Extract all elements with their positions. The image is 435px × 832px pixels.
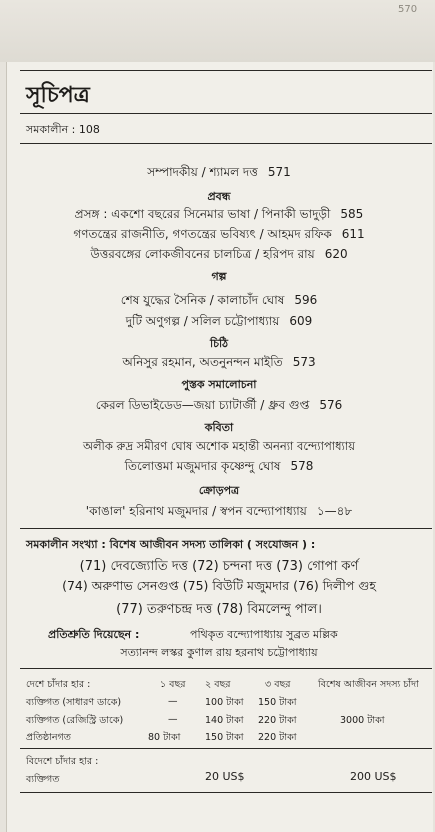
title-rule (20, 113, 432, 114)
members-heading: সমকালীন সংখ্যা : বিশেষ আজীবন সদস্য তালিকা ( সংযোজন ) : (26, 538, 316, 551)
top-rule (20, 70, 432, 71)
section-heading-kabita: কবিতা (204, 421, 234, 434)
rate-cell: 220 টাকা (258, 715, 297, 726)
divider (20, 528, 432, 529)
rate-header-col: বিশেষ আজীবন সদস্য চাঁদা (318, 679, 419, 690)
entry-text: প্রসঙ্গ : একশো বছরের সিনেমার ভাষা / পিনাকী ভাদুড়ী (74, 207, 331, 221)
divider (20, 668, 432, 669)
entry-text: উত্তরবঙ্গের লোকজীবনের চালচিত্র / হরিপদ রায় (90, 247, 315, 261)
entry-page: 611 (341, 227, 365, 241)
entry-page: ১—৪৮ (316, 504, 353, 518)
rate-row-label: প্রতিষ্ঠানগত (26, 732, 71, 743)
entry-text: অনিসুর রহমান, অতনুনন্দন মাইতি (122, 355, 283, 369)
toc-entry (6, 503, 432, 523)
entry-page: 573 (292, 355, 316, 369)
rate-cell: 100 টাকা (205, 697, 244, 708)
toc-entry (6, 206, 432, 226)
toc-entry (6, 292, 432, 312)
entry-text: দুটি অণুগল্প / সলিল চট্টোপাধ্যায় (125, 314, 280, 328)
toc-entry (6, 313, 432, 333)
bottom-rule (20, 792, 432, 793)
toc-entry (6, 458, 432, 478)
members-line: (77) তরুণচন্দ্র দত্ত (78) বিমলেন্দু পাল। (116, 602, 322, 617)
editorial-page: 571 (267, 165, 291, 179)
section-heading-review: পুস্তক সমালোচনা (181, 378, 257, 391)
rate-cell: 80 টাকা (148, 732, 181, 743)
rate-header-col: ১ বছর (160, 679, 186, 690)
rate-cell: — (168, 714, 178, 725)
rate-row-label: ব্যক্তিগত (সাধারণ ডাকে) (26, 697, 122, 708)
rate-cell: 140 টাকা (205, 715, 244, 726)
entry-page: 576 (319, 398, 343, 412)
rate-cell: 150 টাকা (258, 697, 297, 708)
entry-text: গণতন্ত্রের রাজনীতি, গণতন্ত্রের ভবিষ্যৎ / আহমদ রফিক (73, 227, 332, 241)
toc-entry (6, 354, 432, 374)
poets-line: অলীক রুদ্র সমীরণ ঘোষ অশোক মহান্তী অনন্যা বন্দ্যোপাধ্যায় (83, 439, 355, 453)
section-heading-galpa: গল্প (211, 270, 227, 283)
entry-page: 609 (289, 314, 313, 328)
editorial-entry (6, 164, 432, 184)
entry-text: শেষ যুদ্ধের সৈনিক / কালাচাঁদ ঘোষ (120, 293, 285, 307)
rate-cell: 200 US$ (350, 770, 397, 783)
entry-page: 596 (294, 293, 318, 307)
entry-text: 'কাঙাল' হরিনাথ মজুমদার / স্বপন বন্দ্যোপাধ্যায় (85, 504, 307, 518)
section-heading-prabandha: প্রবন্ধ (207, 190, 231, 203)
pledge-names: পথিকৃত বন্দ্যোপাধ্যায় সুব্রত মল্লিক (190, 628, 338, 641)
members-line: (71) দেবজ্যোতি দত্ত (72) চন্দনা দত্ত (73) গোপা কর্ণ (79, 559, 359, 574)
issue-number: সমকালীন : 108 (26, 123, 100, 136)
previous-page-strip (0, 0, 435, 62)
rate-cell: 3000 টাকা (340, 715, 385, 726)
rate-header-col: ৩ বছর (265, 679, 291, 690)
rate-cell: — (168, 696, 178, 707)
toc-entry (6, 397, 432, 417)
section-heading-chithi: চিঠি (209, 337, 229, 350)
rate-header-col: ২ বছর (205, 679, 231, 690)
rate-row-label: ব্যক্তিগত (রেজিস্ট্রি ডাকে) (26, 715, 124, 726)
issue-rule (20, 143, 432, 144)
entry-page: 620 (324, 247, 348, 261)
divider (20, 748, 432, 749)
rate-header-label: দেশে চাঁদার হার : (26, 679, 91, 690)
rate-row-label: ব্যক্তিগত (26, 774, 60, 785)
entry-text: কেরল ডিভাইডেড—জয়া চ্যাটার্জী / ধ্রুব গুপ্ত (95, 398, 310, 412)
toc-entry (6, 226, 432, 246)
entry-page: 585 (340, 207, 364, 221)
entry-page: 578 (290, 459, 314, 473)
pledge-label: প্রতিশ্রুতি দিয়েছেন : (48, 628, 140, 641)
poets-line: তিলোত্তমা মজুমদার কৃষ্ণেন্দু ঘোষ (124, 459, 281, 473)
editorial-text: সম্পাদকীয় / শ্যামল দত্ত (147, 165, 258, 179)
pledge-names: সত্যানন্দ লস্কর কুণাল রায় হরনাথ চট্টোপাধ্যায় (120, 646, 318, 659)
foreign-rate-label: বিদেশে চাঁদার হার : (26, 756, 99, 767)
page-title: সূচিপত্র (26, 83, 90, 108)
toc-entry (6, 246, 432, 266)
previous-page-number: 570 (398, 4, 418, 15)
rate-cell: 20 US$ (205, 770, 245, 783)
rate-cell: 220 টাকা (258, 732, 297, 743)
members-line: (74) অরুণাভ সেনগুপ্ত (75) বিউটি মজুমদার (76) দিলীপ গুহ (62, 578, 376, 593)
rate-cell: 150 টাকা (205, 732, 244, 743)
section-heading-krorpatra: ক্রোড়পত্র (198, 484, 240, 497)
